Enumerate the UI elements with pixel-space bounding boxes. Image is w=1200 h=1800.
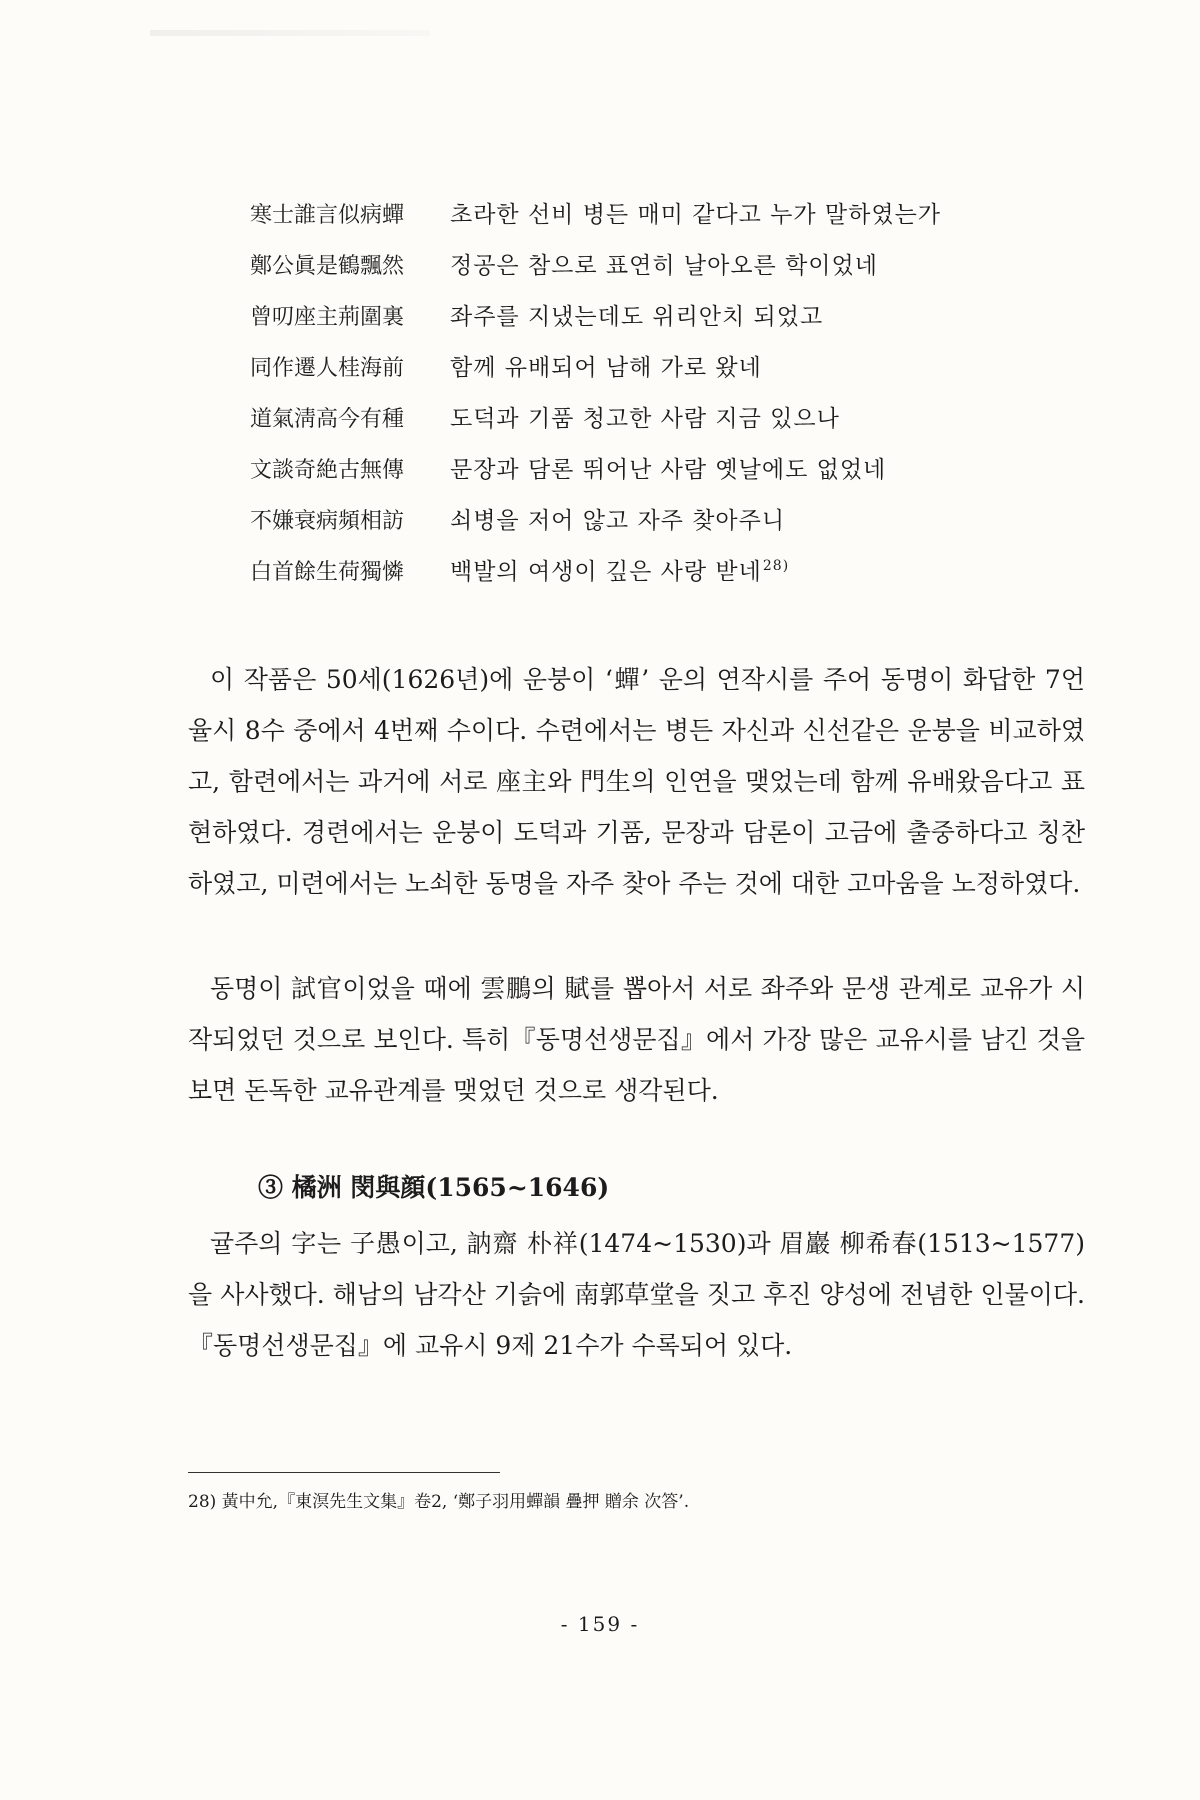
scan-artifact: [150, 30, 430, 36]
poem-korean-translation: 쇠병을 저어 않고 자주 찾아주니: [450, 508, 786, 534]
poem-line: [250, 298, 1050, 349]
poem-line: [250, 400, 1050, 451]
poem-korean-translation: [450, 553, 789, 586]
poem-korean-text: 백발의 여생이 깊은 사랑 받네: [450, 559, 762, 585]
poem-chinese-text: 鄭公眞是鶴飄然: [250, 254, 405, 279]
poem-line: [250, 196, 1050, 247]
poem-chinese-text: 曾叨座主荊圍裏: [250, 305, 405, 330]
poem-korean-translation: 문장과 담론 뛰어난 사람 옛날에도 없었네: [450, 457, 887, 483]
poem-line: [250, 553, 1050, 604]
poem-line: [250, 451, 1050, 502]
poem-chinese-text: 道氣淸高今有種: [250, 407, 405, 432]
footnote-reference[interactable]: 28): [762, 558, 790, 575]
paragraph-analysis: 이 작품은 50세(1626년)에 운붕이 ‘蟬’ 운의 연작시를 주어 동명이 화답한 7언 율시 8수 중에서 4번째 수이다. 수련에서는 병든 자신과 신선같은 운붕을 비교하였고, 함련에서는 과거에 서로 座主와 門生의 인연을 맺었는데 함께 유배왔음다고 표현하였다. 경련에서는 운붕이 도덕과 기품, 문장과 담론이 고금에 출중하다고 칭찬하였고, 미련에서는 노쇠한 동명을 자주 찾아 주는 것에 대한 고마움을 노정하였다.: [188, 665, 1085, 898]
poem-line: [250, 247, 1050, 298]
poem-korean-translation: 정공은 참으로 표연히 날아오른 학이었네: [450, 253, 878, 279]
poem-block: [250, 196, 1050, 604]
paragraph-relationship: 동명이 試官이었을 때에 雲鵬의 賦를 뽑아서 서로 좌주와 문생 관계로 교유가 시작되었던 것으로 보인다. 특히『동명선생문집』에서 가장 많은 교유시를 남긴 것을 보면 돈독한 교유관계를 맺었던 것으로 생각된다.: [188, 974, 1085, 1105]
poem-line: [250, 349, 1050, 400]
footnote-divider: [188, 1472, 500, 1473]
poem-chinese-text: 文談奇絶古無傳: [250, 458, 405, 483]
footnote: 28) 黃中允,『東溟先生文集』卷2, ‘鄭子羽用蟬韻 疊押 贈余 次答’.: [188, 1492, 690, 1512]
section-heading: ③ 橘洲 閔與顔(1565~1646): [258, 1173, 610, 1202]
poem-chinese-text: 寒士誰言似病蟬: [250, 203, 405, 228]
poem-korean-translation: 도덕과 기품 청고한 사람 지금 있으나: [450, 406, 840, 432]
page-number: - 159 -: [560, 1612, 640, 1636]
poem-korean-translation: 초라한 선비 병든 매미 같다고 누가 말하였는가: [450, 202, 942, 228]
poem-korean-translation: 좌주를 지냈는데도 위리안치 되었고: [450, 304, 824, 330]
poem-chinese-text: 同作遷人桂海前: [250, 356, 405, 381]
poem-line: [250, 502, 1050, 553]
paragraph-biography: 귤주의 字는 子愚이고, 訥齋 朴祥(1474~1530)과 眉巖 柳希春(1513~1577)을 사사했다. 해남의 남각산 기슭에 南郭草堂을 짓고 후진 양성에 전념한 인물이다.『동명선생문집』에 교유시 9제 21수가 수록되어 있다.: [188, 1229, 1085, 1360]
poem-chinese-text: 不嫌衰病頻相訪: [250, 509, 405, 534]
poem-korean-translation: 함께 유배되어 남해 가로 왔네: [450, 355, 762, 381]
poem-chinese-text: 白首餘生荷獨憐: [250, 560, 405, 585]
